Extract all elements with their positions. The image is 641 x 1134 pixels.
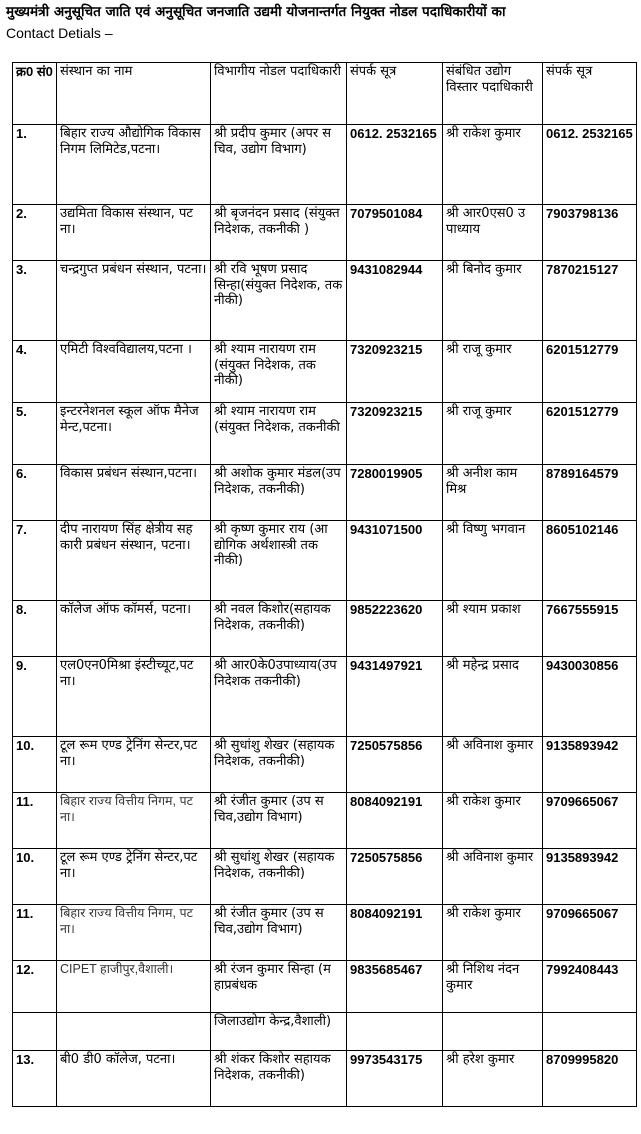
nodal-officer-cell: श्री रंजीत कुमार (उप सचिव,उद्योग विभाग): [211, 793, 347, 849]
institution-cell: बी0 डी0 कॉलेज, पटना।: [57, 1051, 211, 1107]
table-row: [13, 521, 637, 601]
table-row: [13, 1013, 637, 1051]
header-nodal-officer: विभागीय नोडल पदाधिकारी: [211, 63, 347, 125]
table-row: [13, 961, 637, 1013]
contact-cell: 8084092191: [347, 905, 443, 961]
institution-cell: चन्द्रगुप्त प्रबंधन संस्थान, पटना।: [57, 261, 211, 341]
nodal-officer-cell: श्री शंकर किशोर सहायक निदेशक, तकनीकी): [211, 1051, 347, 1107]
institution-cell: उद्यमिता विकास संस्थान, पटना।: [57, 205, 211, 261]
header-extension-officer: संबंधित उद्योग विस्तार पदाधिकारी: [443, 63, 543, 125]
contact-cell-2: 9135893942: [543, 737, 637, 793]
contact-details-heading: Contact Detials –: [6, 25, 113, 41]
serial-cell: 5.: [13, 403, 57, 465]
nodal-officer-cell: श्री रवि भूषण प्रसाद सिन्हा(संयुक्त निदेशक, तकनीकी): [211, 261, 347, 341]
extension-officer-cell: श्री अविनाश कुमार: [443, 737, 543, 793]
extension-officer-cell: श्री राजू कुमार: [443, 341, 543, 403]
contact-cell-2: 6201512779: [543, 403, 637, 465]
table-body: [13, 63, 637, 1107]
contact-cell-2: 9135893942: [543, 849, 637, 905]
contact-cell-2: 8605102146: [543, 521, 637, 601]
contact-cell: 0612. 2532165: [347, 125, 443, 205]
nodal-officer-cell: श्री श्याम नारायण राम(संयुक्त निदेशक, तकनीकी: [211, 403, 347, 465]
institution-cell: बिहार राज्य औद्योगिक विकास निगम लिमिटेड,पटना।: [57, 125, 211, 205]
extension-officer-cell: श्री राजू कुमार: [443, 403, 543, 465]
contact-cell-2: 7870215127: [543, 261, 637, 341]
contact-cell: 9973543175: [347, 1051, 443, 1107]
institution-cell: एल0एन0मिश्रा इंस्टीच्यूट,पटना।: [57, 657, 211, 737]
serial-cell: 3.: [13, 261, 57, 341]
institution-cell: एमिटी विश्वविद्यालय,पटना ।: [57, 341, 211, 403]
table-header-row: [13, 63, 637, 125]
contact-cell-2: 0612. 2532165: [543, 125, 637, 205]
extension-officer-cell: श्री महेन्द्र प्रसाद: [443, 657, 543, 737]
contact-cell-2: 7667555915: [543, 601, 637, 657]
table-row: [13, 465, 637, 521]
table-row: [13, 261, 637, 341]
table-row: [13, 793, 637, 849]
extension-officer-cell: श्री निशिथ नंदन कुमार: [443, 961, 543, 1013]
serial-cell: 11.: [13, 793, 57, 849]
serial-cell: 11.: [13, 905, 57, 961]
extension-officer-cell: श्री अनीश काम मिश्र: [443, 465, 543, 521]
serial-cell: 1.: [13, 125, 57, 205]
contact-cell-2: 9709665067: [543, 793, 637, 849]
institution-cell: विकास प्रबंधन संस्थान,पटना।: [57, 465, 211, 521]
nodal-officer-cell: श्री प्रदीप कुमार (अपर सचिव, उद्योग विभाग): [211, 125, 347, 205]
nodal-officer-cell: श्री श्याम नारायण राम(संयुक्त निदेशक, तकनीकी): [211, 341, 347, 403]
institution-cell: [57, 961, 211, 1013]
nodal-officer-cell: श्री बृजनंदन प्रसाद (संयुक्त निदेशक, तकनीकी ): [211, 205, 347, 261]
serial-cell: 8.: [13, 601, 57, 657]
institution-cell: दीप नारायण सिंह क्षेत्रीय सहकारी प्रबंधन संस्थान, पटना।: [57, 521, 211, 601]
table-row: [13, 403, 637, 465]
nodal-officer-cell: जिलाउद्योग केन्द्र,वैशाली): [211, 1013, 347, 1051]
nodal-officer-cell: श्री सुधांशु शेखर (सहायक निदेशक, तकनीकी): [211, 849, 347, 905]
institution-cell: इन्टरनेशनल स्कूल ऑफ मैनेजमेन्ट,पटना।: [57, 403, 211, 465]
contact-cell: 9835685467: [347, 961, 443, 1013]
institution-cell: [57, 793, 211, 849]
institution-text: CIPET हाजीपुर,वैशाली।: [60, 962, 174, 976]
table-row: [13, 905, 637, 961]
serial-cell: 2.: [13, 205, 57, 261]
institution-text: बिहार राज्य वित्तीय निगम, पटना।: [60, 794, 193, 824]
header-contact-2: संपर्क सूत्र: [543, 63, 637, 125]
contact-cell: 7280019905: [347, 465, 443, 521]
serial-cell: 10.: [13, 737, 57, 793]
table-row: [13, 1051, 637, 1107]
contact-cell: 7320923215: [347, 403, 443, 465]
contact-cell-2: 7903798136: [543, 205, 637, 261]
contact-cell-2: 8789164579: [543, 465, 637, 521]
extension-officer-cell: श्री बिनोद कुमार: [443, 261, 543, 341]
nodal-officers-table: [12, 62, 637, 1107]
extension-officer-cell: श्री आर0एस0 उपाध्याय: [443, 205, 543, 261]
serial-cell: 10.: [13, 849, 57, 905]
table-row: [13, 341, 637, 403]
table-row: [13, 849, 637, 905]
serial-cell: [13, 1013, 57, 1051]
table-row: [13, 737, 637, 793]
contact-cell-2: 8709995820: [543, 1051, 637, 1107]
serial-cell: 6.: [13, 465, 57, 521]
header-serial: क्र0 सं0: [13, 63, 57, 125]
nodal-officer-cell: श्री कृष्ण कुमार राय (आद्योगिक अर्थशास्त्री तकनीकी): [211, 521, 347, 601]
institution-cell: कॉलेज ऑफ कॉमर्स, पटना।: [57, 601, 211, 657]
extension-officer-cell: श्री विष्णु भगवान: [443, 521, 543, 601]
serial-cell: 13.: [13, 1051, 57, 1107]
table-row: [13, 601, 637, 657]
institution-cell: [57, 1013, 211, 1051]
extension-officer-cell: श्री श्याम प्रकाश: [443, 601, 543, 657]
contact-cell-2: [543, 1013, 637, 1051]
contact-cell-2: 9430030856: [543, 657, 637, 737]
extension-officer-cell: श्री राकेश कुमार: [443, 905, 543, 961]
contact-cell-2: 6201512779: [543, 341, 637, 403]
table-row: [13, 657, 637, 737]
page-title: मुख्यमंत्री अनुसूचित जाति एवं अनुसूचित जनजाति उद्यमी योजनान्तर्गत नियुक्त नोडल पदाधिकारीयों का: [6, 4, 506, 20]
nodal-officer-cell: श्री आर0के0उपाध्याय(उप निदेशक तकनीकी): [211, 657, 347, 737]
contact-cell-2: 9709665067: [543, 905, 637, 961]
institution-cell: टूल रूम एण्ड ट्रेनिंग सेन्टर,पटना।: [57, 849, 211, 905]
nodal-officer-cell: श्री अशोक कुमार मंडल(उप निदेशक, तकनीकी): [211, 465, 347, 521]
contact-cell: 7250575856: [347, 737, 443, 793]
contact-cell-2: 7992408443: [543, 961, 637, 1013]
header-institution: संस्थान का नाम: [57, 63, 211, 125]
institution-cell: [57, 905, 211, 961]
institution-cell: टूल रूम एण्ड ट्रेनिंग सेन्टर,पटना।: [57, 737, 211, 793]
serial-cell: 12.: [13, 961, 57, 1013]
extension-officer-cell: [443, 1013, 543, 1051]
serial-cell: 7.: [13, 521, 57, 601]
contact-cell: 9852223620: [347, 601, 443, 657]
contact-cell: 9431071500: [347, 521, 443, 601]
nodal-officer-cell: श्री रंजन कुमार सिन्हा (महाप्रबंधक: [211, 961, 347, 1013]
extension-officer-cell: श्री अविनाश कुमार: [443, 849, 543, 905]
header-contact: संपर्क सूत्र: [347, 63, 443, 125]
extension-officer-cell: श्री राकेश कुमार: [443, 793, 543, 849]
contact-cell: 9431082944: [347, 261, 443, 341]
extension-officer-cell: श्री हरेश कुमार: [443, 1051, 543, 1107]
table-row: [13, 205, 637, 261]
contact-cell: 8084092191: [347, 793, 443, 849]
contact-cell: 7320923215: [347, 341, 443, 403]
contact-cell: 7250575856: [347, 849, 443, 905]
serial-cell: 9.: [13, 657, 57, 737]
contact-cell: 9431497921: [347, 657, 443, 737]
nodal-officer-cell: श्री रंजीत कुमार (उप सचिव,उद्योग विभाग): [211, 905, 347, 961]
table-row: [13, 125, 637, 205]
institution-text: बिहार राज्य वित्तीय निगम, पटना।: [60, 906, 193, 936]
nodal-officer-cell: श्री सुधांशु शेखर (सहायक निदेशक, तकनीकी): [211, 737, 347, 793]
contact-cell: 7079501084: [347, 205, 443, 261]
extension-officer-cell: श्री राकेश कुमार: [443, 125, 543, 205]
nodal-officer-cell: श्री नवल किशोर(सहायक निदेशक, तकनीकी): [211, 601, 347, 657]
contact-cell: [347, 1013, 443, 1051]
serial-cell: 4.: [13, 341, 57, 403]
